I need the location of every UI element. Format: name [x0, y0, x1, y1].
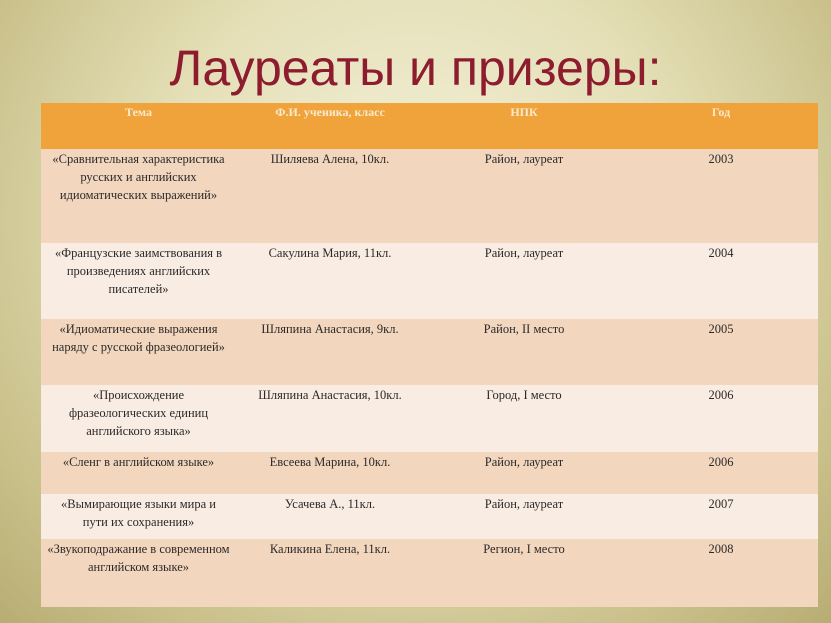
cell-student: Евсеева Марина, 10кл.	[236, 452, 424, 494]
cell-npk: Регион, I место	[424, 539, 624, 607]
slide-title: Лауреаты и призеры:	[169, 40, 662, 96]
table-row	[41, 494, 818, 539]
cell-student: Шляпина Анастасия, 9кл.	[236, 319, 424, 385]
cell-student: Шиляева Алена, 10кл.	[236, 149, 424, 243]
table-row	[41, 385, 818, 452]
table-header-row	[41, 103, 818, 149]
cell-npk: Город, I место	[424, 385, 624, 452]
cell-npk: Район, лауреат	[424, 149, 624, 243]
cell-student: Каликина Елена, 11кл.	[236, 539, 424, 607]
cell-npk: Район, II место	[424, 319, 624, 385]
table-row	[41, 319, 818, 385]
column-header-npk: НПК	[424, 103, 624, 149]
cell-topic: «Французские заимствования в произведениях английских писателей»	[41, 243, 236, 319]
column-header-student: Ф.И. ученика, класс	[236, 103, 424, 149]
cell-year: 2005	[624, 319, 818, 385]
cell-topic: «Сравнительная характеристика русских и английских идиоматических выражений»	[41, 149, 236, 243]
cell-npk: Район, лауреат	[424, 452, 624, 494]
cell-year: 2006	[624, 452, 818, 494]
cell-student: Усачева А., 11кл.	[236, 494, 424, 539]
table-row	[41, 243, 818, 319]
cell-topic: «Вымирающие языки мира и пути их сохранения»	[41, 494, 236, 539]
cell-student: Шляпина Анастасия, 10кл.	[236, 385, 424, 452]
laureates-table	[41, 103, 818, 607]
table-row	[41, 539, 818, 607]
cell-topic: «Идиоматические выражения наряду с русской фразеологией»	[41, 319, 236, 385]
column-header-topic: Тема	[41, 103, 236, 149]
cell-year: 2008	[624, 539, 818, 607]
cell-topic: «Происхождение фразеологических единиц английского языка»	[41, 385, 236, 452]
cell-year: 2007	[624, 494, 818, 539]
cell-year: 2006	[624, 385, 818, 452]
column-header-year: Год	[624, 103, 818, 149]
cell-topic: «Звукоподражание в современном английском языке»	[41, 539, 236, 607]
cell-npk: Район, лауреат	[424, 243, 624, 319]
cell-year: 2003	[624, 149, 818, 243]
table-row	[41, 452, 818, 494]
cell-topic: «Сленг в английском языке»	[41, 452, 236, 494]
cell-student: Сакулина Мария, 11кл.	[236, 243, 424, 319]
cell-year: 2004	[624, 243, 818, 319]
table-row	[41, 149, 818, 243]
cell-npk: Район, лауреат	[424, 494, 624, 539]
